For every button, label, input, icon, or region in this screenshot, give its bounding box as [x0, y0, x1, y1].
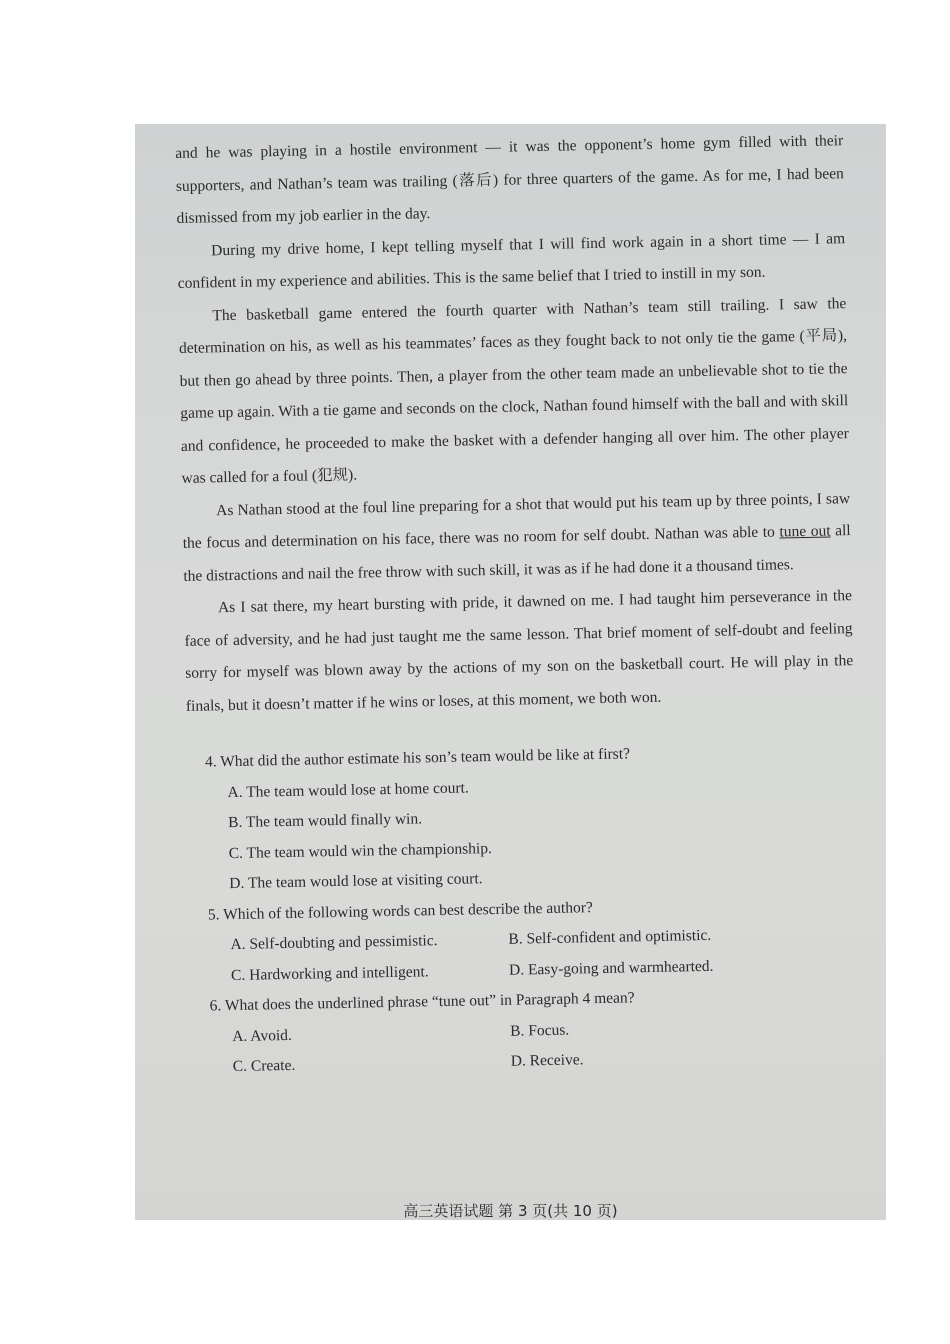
question-5-option-a: A. Self-doubting and pessimistic.: [230, 932, 438, 954]
passage-paragraph-2: During my drive home, I kept telling myself that I will find work again in a short time — I am confident in my experience and abilities. This is the same belief that I tried to instill in my son.: [177, 229, 846, 292]
passage-paragraph-3: The basketball game entered the fourth quarter with Nathan’s team still trailing. I saw the determination on his, as well as his teammates’ faces as they fought back to not only tie the game (平局), but then go ahead by three points. Then, a player from the other team made an unbelievable shot to tie the game up again. With a tie game and seconds on the clock, Nathan found himself with the ball and with skill and confidence, he proceeded to make the basket with a defender hanging all over him. The other player was called for a foul (犯规).: [178, 294, 849, 487]
question-6-option-a: A. Avoid.: [232, 1026, 292, 1045]
question-4-option-c: C. The team would win the championship.: [228, 839, 493, 862]
passage-paragraph-4: [182, 483, 852, 593]
question-4-option-a: A. The team would lose at home court.: [227, 778, 469, 801]
paragraph-4-after: all the distractions and nail the free throw with such skill, it was as if he had done it a thousand times.: [183, 522, 851, 585]
question-6-stem: 6. What does the underlined phrase “tune out” in Paragraph 4 mean?: [209, 989, 635, 1015]
question-5-option-b: B. Self-confident and optimistic.: [508, 926, 712, 948]
question-4-stem: 4. What did the author estimate his son’s team would be like at first?: [204, 745, 631, 771]
question-4-option-b: B. The team would finally win.: [227, 810, 423, 832]
exam-page: [135, 124, 886, 1220]
page-content: [175, 125, 861, 1083]
page-footer: 高三英语试题 第 3 页(共 10 页): [403, 1202, 618, 1220]
passage-paragraph-5: As I sat there, my heart bursting with pride, it dawned on me. I had taught him perseverance in the face of adversity, and he had just taught me the same lesson. That brief moment of self-doubt and feeling sorry for myself was blown away by the actions of my son on the basketball court. He will play in the finals, but it doesn’t matter if he wins or loses, at this moment, we both won.: [184, 587, 854, 715]
question-4-option-d: D. The team would lose at visiting court.: [229, 870, 483, 893]
underlined-phrase: tune out: [779, 522, 831, 541]
passage-paragraph-1: and he was playing in a hostile environment — it was the opponent’s home gym filled with their supporters, and Nathan’s team was trailing (落后) for three quarters of the game. As for me, I had been dismissed from my job earlier in the day.: [175, 132, 844, 227]
question-5-stem: 5. Which of the following words can best describe the author?: [207, 898, 593, 924]
question-5-option-c: C. Hardworking and intelligent.: [230, 962, 429, 984]
question-6-option-d: D. Receive.: [510, 1051, 584, 1070]
paragraph-4-before: As Nathan stood at the foul line preparing for a shot that would put his team up by three points, I saw the focus and determination on his face, there was no room for self doubt. Nathan was able to: [182, 489, 851, 552]
question-6-option-b: B. Focus.: [510, 1021, 570, 1040]
question-6-option-c: C. Create.: [232, 1056, 296, 1076]
question-list: [187, 735, 861, 1083]
question-5-option-d: D. Easy-going and warmhearted.: [508, 957, 714, 979]
